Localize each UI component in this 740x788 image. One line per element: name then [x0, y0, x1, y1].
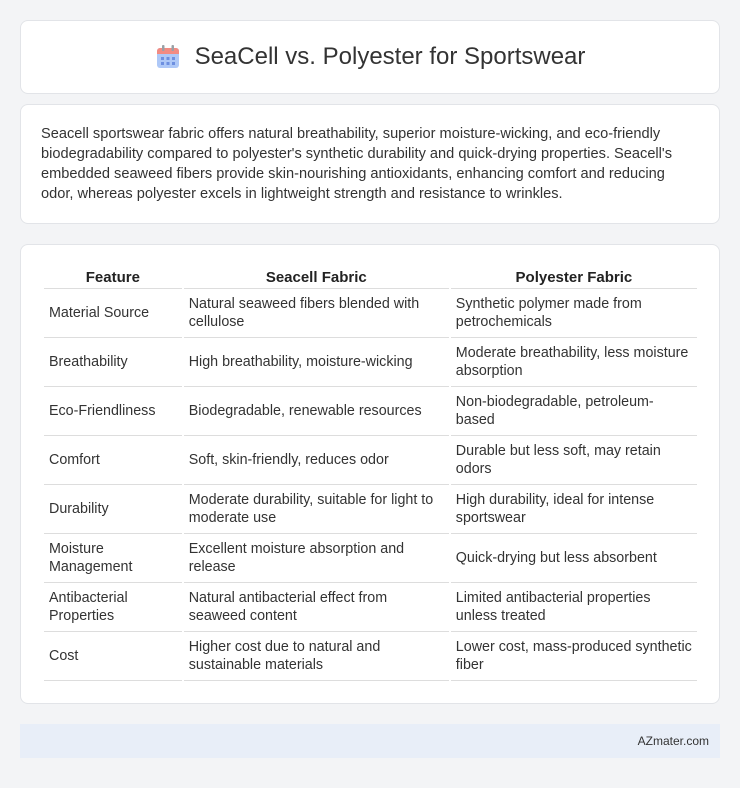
feature-cell: Antibacterial Properties	[44, 583, 182, 632]
polyester-cell: Lower cost, mass-produced synthetic fiber	[451, 632, 697, 681]
seacell-cell: Biodegradable, renewable resources	[184, 387, 449, 436]
intro-paragraph: Seacell sportswear fabric offers natural breathability, superior moisture-wicking, and eco-friendly biodegradability compared to polyester's synthetic durability and quick-drying properties. Seacell's embedded seaweed fibers provide skin-nourishing antioxidants, enhancing comfort and reducing odor, whereas polyester excels in lightweight strength and resistance to wrinkles.	[41, 126, 673, 202]
polyester-cell: Quick-drying but less absorbent	[451, 534, 697, 583]
polyester-cell: Moderate breathability, less moisture absorption	[451, 338, 697, 387]
seacell-cell: Moderate durability, suitable for light to moderate use	[184, 485, 449, 534]
feature-cell: Moisture Management	[44, 534, 182, 583]
seacell-cell: Natural seaweed fibers blended with cellulose	[184, 289, 449, 338]
seacell-cell: Soft, skin-friendly, reduces odor	[184, 436, 449, 485]
comparison-table-card	[20, 244, 720, 704]
seacell-cell: High breathability, moisture-wicking	[184, 338, 449, 387]
table-row	[44, 387, 697, 436]
feature-cell: Durability	[44, 485, 182, 534]
table-row	[44, 632, 697, 681]
feature-cell: Comfort	[44, 436, 182, 485]
feature-cell: Eco-Friendliness	[44, 387, 182, 436]
table-row	[44, 583, 697, 632]
intro-card	[20, 104, 720, 224]
polyester-cell: High durability, ideal for intense sportswear	[451, 485, 697, 534]
header-feature: Feature	[44, 265, 182, 289]
calendar-icon	[155, 44, 181, 70]
seacell-cell: Higher cost due to natural and sustainable materials	[184, 632, 449, 681]
header-polyester: Polyester Fabric	[451, 265, 697, 289]
footer-bar	[20, 724, 720, 758]
table-row	[44, 534, 697, 583]
footer-site-link[interactable]: AZmater.com	[637, 734, 709, 748]
feature-cell: Material Source	[44, 289, 182, 338]
polyester-cell: Non-biodegradable, petroleum-based	[451, 387, 697, 436]
seacell-cell: Natural antibacterial effect from seaweed content	[184, 583, 449, 632]
seacell-cell: Excellent moisture absorption and release	[184, 534, 449, 583]
table-row	[44, 485, 697, 534]
title-wrap	[155, 43, 586, 71]
table-row	[44, 436, 697, 485]
feature-cell: Cost	[44, 632, 182, 681]
header-card	[20, 20, 720, 94]
polyester-cell: Limited antibacterial properties unless treated	[451, 583, 697, 632]
table-row	[44, 289, 697, 338]
polyester-cell: Durable but less soft, may retain odors	[451, 436, 697, 485]
page-title: SeaCell vs. Polyester for Sportswear	[194, 43, 586, 70]
feature-cell: Breathability	[44, 338, 182, 387]
comparison-table	[42, 265, 699, 681]
header-seacell: Seacell Fabric	[184, 265, 449, 289]
polyester-cell: Synthetic polymer made from petrochemicals	[451, 289, 697, 338]
table-row	[44, 338, 697, 387]
table-header-row	[44, 265, 697, 289]
